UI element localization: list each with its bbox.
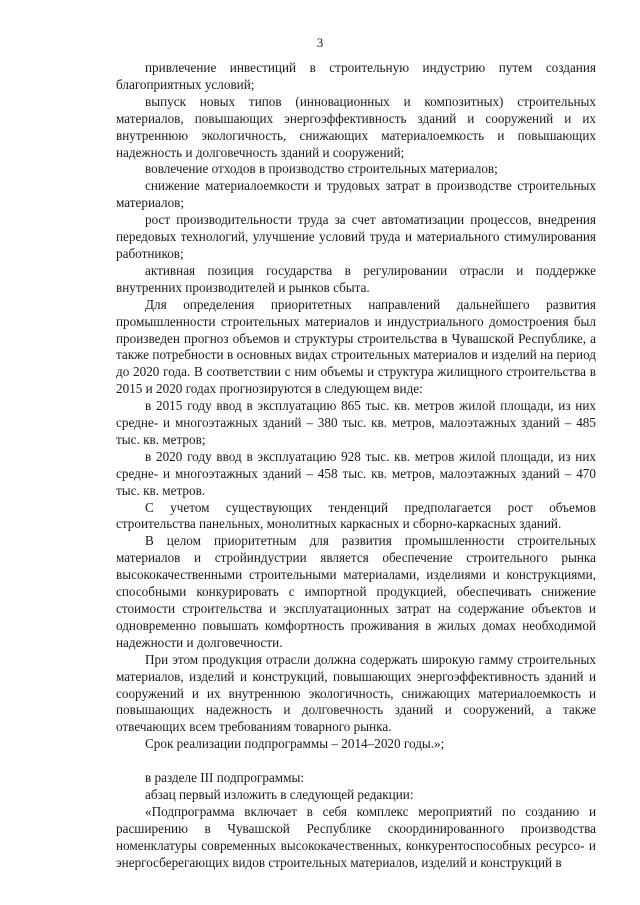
paragraph: абзац первый изложить в следующей редакции: <box>145 787 414 803</box>
paragraph: выпуск новых типов (инновационных и композитных) строительных материалов, повышающих энергоэффективность зданий и сооружений и их внутреннюю экологичность, снижающих материалоемкость и повышающих надежность и долговечность зданий и сооружений; <box>116 93 596 160</box>
page-number: 3 <box>316 35 324 50</box>
paragraph: «Подпрограмма включает в себя комплекс мероприятий по созданию и расширению в Чувашской Республике скоординированного производства номенклатуры современных высококачественных, конкурентоспособных ресурсо- и энергосберегающих видов строительных материалов, изделий и конструкций в <box>116 803 596 870</box>
paragraph: активная позиция государства в регулировании отрасли и поддержке внутренних производителей и рынков сбыта. <box>116 262 596 295</box>
document-body <box>116 60 596 872</box>
paragraph: вовлечение отходов в производство строительных материалов; <box>145 161 498 177</box>
text-section-top <box>116 60 596 753</box>
paragraph: Срок реализации подпрограммы – 2014–2020 годы.»; <box>145 736 445 752</box>
text-section-bottom <box>116 770 596 871</box>
paragraph: рост производительности труда за счет автоматизации процессов, внедрения передовых технологий, улучшение условий труда и материального стимулирования работников; <box>116 212 596 261</box>
paragraph: снижение материалоемкости и трудовых затрат в производстве строительных материалов; <box>116 178 596 211</box>
paragraph: в разделе III подпрограммы: <box>145 770 305 786</box>
paragraph: В целом приоритетным для развития промышленности строительных материалов и стройиндустрии является обеспечение строительного рынка высококачественными строительными материалами, изделиями и конструкциями, способными конкурировать с импортной продукцией, обеспечивать снижение стоимости строительства и эксплуатационных затрат на содержание объектов и одновременно повышать комфортность проживания в жилых домах необходимой надежности и долговечности. <box>116 533 596 650</box>
paragraph: привлечение инвестиций в строительную индустрию путем создания благоприятных условий; <box>116 60 596 92</box>
paragraph-gap <box>116 753 596 770</box>
paragraph: С учетом существующих тенденций предполагается рост объемов строительства панельных, монолитных каркасных и сборно-каркасных зданий. <box>116 499 596 532</box>
paragraph: Для определения приоритетных направлений дальнейшего развития промышленности строительных материалов и индустриального домостроения был произведен прогноз объемов и структуры строительства в Чувашской Республике, а также потребности в основных видах строительных материалов и изделий на период до 2020 года. В соответствии с ним объемы и структура жилищного строительства в 2015 и 2020 годах прогнозируются в следующем виде: <box>116 296 596 397</box>
paragraph: При этом продукция отрасли должна содержать широкую гамму строительных материалов, изделий и конструкций, повышающих энергоэффективность зданий и сооружений и их внутреннюю экологичность, снижающих материалоемкость и повышающих надежность и долговечность зданий и сооружений, а также отвечающих всем требованиям товарного рынка. <box>116 651 596 735</box>
paragraph: в 2015 году ввод в эксплуатацию 865 тыс. кв. метров жилой площади, из них средне- и многоэтажных зданий – 380 тыс. кв. метров, малоэтажных зданий – 485 тыс. кв. метров; <box>116 398 596 447</box>
paragraph: в 2020 году ввод в эксплуатацию 928 тыс. кв. метров жилой площади, из них средне- и многоэтажных зданий – 458 тыс. кв. метров, малоэтажных зданий – 470 тыс. кв. метров. <box>116 448 596 498</box>
